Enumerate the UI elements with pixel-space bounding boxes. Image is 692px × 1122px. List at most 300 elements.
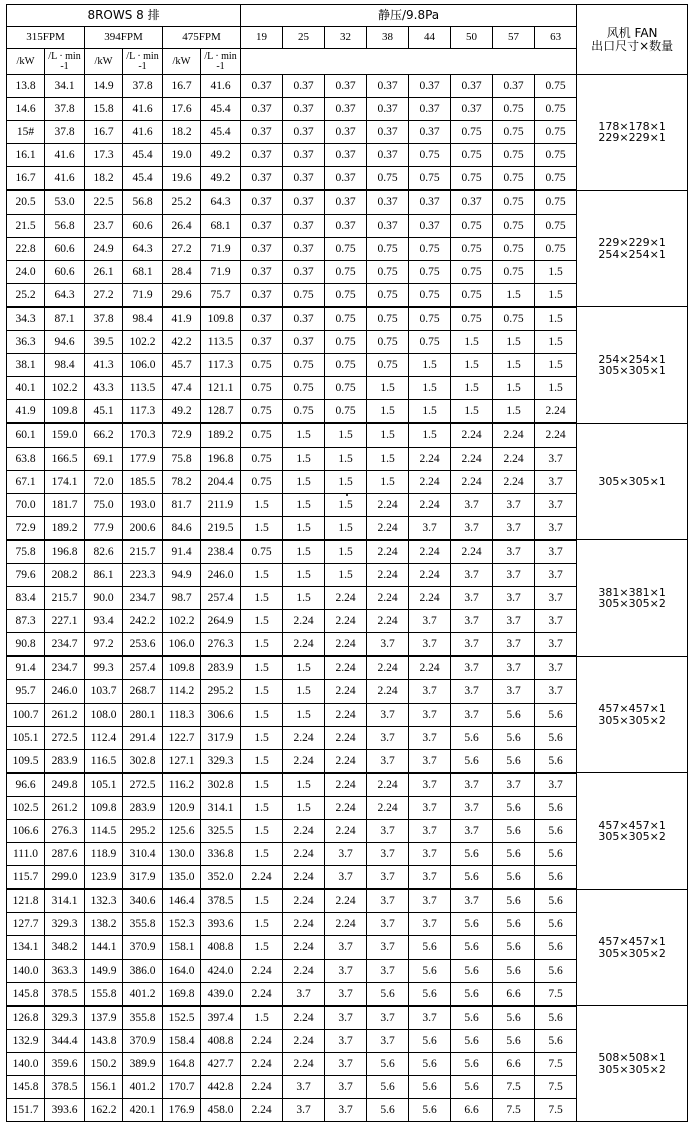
cell-pressure-50: 3.7: [451, 773, 493, 797]
cell-l2: 401.2: [123, 982, 163, 1006]
cell-pressure-50: 3.7: [451, 656, 493, 680]
cell-l3: 128.7: [201, 400, 241, 424]
cell-pressure-44: 1.5: [409, 400, 451, 424]
cell-kw3: 169.8: [163, 982, 201, 1006]
cell-l1: 181.7: [45, 493, 85, 516]
cell-pressure-63: 3.7: [535, 773, 577, 797]
cell-pressure-50: 0.75: [451, 144, 493, 167]
cell-pressure-25: 3.7: [283, 1076, 325, 1099]
cell-l2: 253.6: [123, 633, 163, 657]
cell-pressure-19: 1.5: [241, 936, 283, 959]
cell-pressure-50: 1.5: [451, 354, 493, 377]
cell-pressure-19: 0.37: [241, 237, 283, 260]
cell-pressure-63: 5.6: [535, 796, 577, 819]
cell-pressure-50: 3.7: [451, 796, 493, 819]
cell-kw2: 138.2: [85, 913, 123, 936]
cell-l3: 109.8: [201, 307, 241, 331]
cell-pressure-50: 5.6: [451, 866, 493, 890]
cell-kw3: 28.4: [163, 260, 201, 283]
cell-kw3: 106.0: [163, 633, 201, 657]
cell-l1: 283.9: [45, 749, 85, 773]
cell-l3: 246.0: [201, 563, 241, 586]
cell-pressure-50: 3.7: [451, 516, 493, 540]
cell-kw3: 45.7: [163, 354, 201, 377]
cell-pressure-32: 0.37: [325, 214, 367, 237]
cell-pressure-32: 0.75: [325, 307, 367, 331]
cell-pressure-63: 3.7: [535, 563, 577, 586]
cell-pressure-44: 3.7: [409, 633, 451, 657]
cell-fan-size: [577, 773, 688, 889]
cell-pressure-32: 0.37: [325, 144, 367, 167]
cell-pressure-57: 3.7: [493, 587, 535, 610]
cell-pressure-57: 0.75: [493, 98, 535, 121]
cell-pressure-19: 0.37: [241, 98, 283, 121]
cell-kw3: 125.6: [163, 820, 201, 843]
cell-pressure-25: 2.24: [283, 1029, 325, 1052]
cell-pressure-25: 2.24: [283, 610, 325, 633]
cell-pressure-57: 3.7: [493, 773, 535, 797]
cell-pressure-25: 0.75: [283, 377, 325, 400]
cell-pressure-57: 0.75: [493, 144, 535, 167]
cell-pressure-63: 0.75: [535, 167, 577, 191]
header-units-dot: [241, 49, 577, 75]
cell-kw2: 144.1: [85, 936, 123, 959]
cell-l3: 45.4: [201, 121, 241, 144]
cell-kw3: 84.6: [163, 516, 201, 540]
cell-kw3: 109.8: [163, 656, 201, 680]
cell-kw2: 66.2: [85, 423, 123, 447]
cell-pressure-32: 3.7: [325, 959, 367, 982]
cell-l3: 204.4: [201, 470, 241, 493]
cell-l1: 299.0: [45, 866, 85, 890]
cell-l1: 174.1: [45, 470, 85, 493]
cell-pressure-38: 5.6: [367, 1099, 409, 1122]
cell-kw2: 22.5: [85, 190, 123, 214]
cell-pressure-19: 1.5: [241, 493, 283, 516]
cell-l3: 41.6: [201, 75, 241, 98]
cell-pressure-63: 5.6: [535, 1029, 577, 1052]
cell-pressure-63: 7.5: [535, 1099, 577, 1122]
cell-l2: 56.8: [123, 190, 163, 214]
cell-kw3: 135.0: [163, 866, 201, 890]
cell-pressure-50: 0.75: [451, 307, 493, 331]
cell-pressure-32: 0.75: [325, 237, 367, 260]
cell-pressure-25: 0.37: [283, 98, 325, 121]
cell-l1: 60.6: [45, 260, 85, 283]
cell-kw2: 108.0: [85, 703, 123, 726]
cell-l1: 329.3: [45, 1006, 85, 1030]
cell-pressure-19: 1.5: [241, 1006, 283, 1030]
cell-pressure-44: 3.7: [409, 749, 451, 773]
cell-pressure-63: 3.7: [535, 680, 577, 703]
cell-l3: 393.6: [201, 913, 241, 936]
cell-pressure-44: 3.7: [409, 889, 451, 913]
cell-pressure-19: 2.24: [241, 982, 283, 1006]
cell-pressure-38: 0.37: [367, 121, 409, 144]
cell-pressure-32: 3.7: [325, 982, 367, 1006]
cell-pressure-25: 2.24: [283, 726, 325, 749]
cell-l1: 272.5: [45, 726, 85, 749]
cell-pressure-38: 1.5: [367, 400, 409, 424]
cell-pressure-44: 0.37: [409, 214, 451, 237]
cell-pressure-50: 5.6: [451, 913, 493, 936]
unit-lmin-sup-3: -1: [216, 60, 225, 72]
cell-kw2: 17.3: [85, 144, 123, 167]
cell-kw1: 87.3: [7, 610, 45, 633]
cell-pressure-32: 3.7: [325, 1029, 367, 1052]
cell-kw2: 15.8: [85, 98, 123, 121]
cell-pressure-32: 2.24: [325, 913, 367, 936]
cell-pressure-32: 3.7: [325, 1076, 367, 1099]
cell-l1: 215.7: [45, 587, 85, 610]
cell-l1: 261.2: [45, 796, 85, 819]
cell-kw2: 26.1: [85, 260, 123, 283]
cell-pressure-32: 2.24: [325, 656, 367, 680]
cell-pressure-32: 0.37: [325, 121, 367, 144]
cell-pressure-25: 0.75: [283, 354, 325, 377]
cell-l2: 340.6: [123, 889, 163, 913]
cell-pressure-25: 2.24: [283, 959, 325, 982]
cell-pressure-25: 2.24: [283, 913, 325, 936]
fan-size-line: 508×508×1: [598, 1051, 666, 1065]
cell-kw3: 19.0: [163, 144, 201, 167]
cell-pressure-25: 0.37: [283, 190, 325, 214]
cell-pressure-57: 3.7: [493, 656, 535, 680]
cell-pressure-38: 5.6: [367, 982, 409, 1006]
cell-pressure-38: 2.24: [367, 516, 409, 540]
header-fpm-475: 475FPM: [163, 27, 241, 49]
cell-pressure-38: 2.24: [367, 680, 409, 703]
cell-kw2: 45.1: [85, 400, 123, 424]
cell-l3: 424.0: [201, 959, 241, 982]
cell-pressure-50: 2.24: [451, 540, 493, 564]
cell-pressure-63: 1.5: [535, 283, 577, 307]
cell-pressure-32: 2.24: [325, 796, 367, 819]
table-row: [7, 423, 688, 447]
cell-l2: 283.9: [123, 796, 163, 819]
cell-l2: 302.8: [123, 749, 163, 773]
cell-pressure-38: 3.7: [367, 866, 409, 890]
cell-l2: 242.2: [123, 610, 163, 633]
cell-l2: 37.8: [123, 75, 163, 98]
cell-fan-size: [577, 656, 688, 772]
cell-pressure-19: 1.5: [241, 913, 283, 936]
cell-kw3: 29.6: [163, 283, 201, 307]
cell-pressure-38: 5.6: [367, 1052, 409, 1075]
cell-pressure-63: 5.6: [535, 936, 577, 959]
cell-l2: 291.4: [123, 726, 163, 749]
cell-kw3: 127.1: [163, 749, 201, 773]
cell-kw2: 24.9: [85, 237, 123, 260]
cell-l1: 348.2: [45, 936, 85, 959]
cell-kw3: 94.9: [163, 563, 201, 586]
cell-pressure-38: 1.5: [367, 377, 409, 400]
cell-pressure-38: 0.75: [367, 307, 409, 331]
cell-pressure-44: 1.5: [409, 423, 451, 447]
fan-size-line: 305×305×2: [598, 713, 666, 727]
cell-pressure-44: 3.7: [409, 796, 451, 819]
cell-l1: 34.1: [45, 75, 85, 98]
cell-kw3: 41.9: [163, 307, 201, 331]
cell-pressure-25: 0.37: [283, 144, 325, 167]
cell-pressure-38: 3.7: [367, 633, 409, 657]
cell-pressure-44: 3.7: [409, 1006, 451, 1030]
cell-kw3: 26.4: [163, 214, 201, 237]
cell-pressure-25: 2.24: [283, 1006, 325, 1030]
cell-pressure-32: 0.75: [325, 354, 367, 377]
cell-pressure-63: 3.7: [535, 610, 577, 633]
table-row: [7, 75, 688, 98]
unit-lmin-text-3: /L · min: [204, 50, 237, 62]
cell-kw2: 112.4: [85, 726, 123, 749]
header-unit-kw-2: /kW: [85, 49, 123, 75]
cell-l2: 41.6: [123, 121, 163, 144]
cell-pressure-44: 0.75: [409, 283, 451, 307]
cell-pressure-44: 0.75: [409, 260, 451, 283]
cell-pressure-44: 2.24: [409, 587, 451, 610]
cell-l3: 325.5: [201, 820, 241, 843]
cell-l3: 295.2: [201, 680, 241, 703]
cell-kw1: 72.9: [7, 516, 45, 540]
table-row: [7, 1006, 688, 1030]
fan-size-line: 254×254×1: [598, 352, 666, 366]
cell-pressure-63: 5.6: [535, 726, 577, 749]
cell-fan-size: [577, 889, 688, 1005]
cell-l2: 177.9: [123, 447, 163, 470]
cell-pressure-19: 0.75: [241, 423, 283, 447]
cell-l1: 329.3: [45, 913, 85, 936]
cell-l3: 283.9: [201, 656, 241, 680]
cell-kw2: 77.9: [85, 516, 123, 540]
table-row: [7, 889, 688, 913]
cell-pressure-63: 0.75: [535, 237, 577, 260]
cell-kw1: 145.8: [7, 982, 45, 1006]
cell-l2: 317.9: [123, 866, 163, 890]
cell-kw3: 25.2: [163, 190, 201, 214]
cell-kw2: 132.3: [85, 889, 123, 913]
header-unit-lmin-2: [123, 49, 163, 75]
cell-l2: 223.3: [123, 563, 163, 586]
cell-pressure-57: 0.75: [493, 260, 535, 283]
cell-pressure-63: 0.75: [535, 190, 577, 214]
header-fan-line1: 风机 FAN: [606, 25, 658, 40]
cell-kw3: 152.3: [163, 913, 201, 936]
cell-kw1: 15#: [7, 121, 45, 144]
cell-kw2: 155.8: [85, 982, 123, 1006]
cell-pressure-57: 5.6: [493, 796, 535, 819]
cell-l2: 420.1: [123, 1099, 163, 1122]
cell-l2: 310.4: [123, 843, 163, 866]
cell-l1: 53.0: [45, 190, 85, 214]
header-rows-label: 8ROWS 8 排: [7, 5, 241, 27]
cell-kw3: 176.9: [163, 1099, 201, 1122]
cell-pressure-32: 0.37: [325, 190, 367, 214]
cell-l3: 439.0: [201, 982, 241, 1006]
cell-kw2: 118.9: [85, 843, 123, 866]
cell-pressure-38: 3.7: [367, 936, 409, 959]
cell-l1: 227.1: [45, 610, 85, 633]
cell-kw1: 24.0: [7, 260, 45, 283]
fan-size-line: 305×305×2: [598, 1062, 666, 1076]
cell-pressure-50: 3.7: [451, 820, 493, 843]
cell-l1: 37.8: [45, 98, 85, 121]
cell-pressure-57: 0.75: [493, 167, 535, 191]
cell-l1: 287.6: [45, 843, 85, 866]
cell-pressure-32: 2.24: [325, 773, 367, 797]
fan-size-line: 305×305×1: [598, 474, 666, 488]
cell-pressure-38: 0.75: [367, 354, 409, 377]
cell-pressure-25: 0.37: [283, 75, 325, 98]
cell-fan-size: [577, 423, 688, 539]
header-fpm-315: 315FPM: [7, 27, 85, 49]
cell-pressure-63: 3.7: [535, 447, 577, 470]
cell-kw1: 126.8: [7, 1006, 45, 1030]
cell-l1: 393.6: [45, 1099, 85, 1122]
cell-kw2: 105.1: [85, 773, 123, 797]
cell-pressure-57: 5.6: [493, 1006, 535, 1030]
cell-pressure-44: 5.6: [409, 936, 451, 959]
cell-pressure-25: 1.5: [283, 587, 325, 610]
cell-pressure-25: 1.5: [283, 773, 325, 797]
cell-l3: 49.2: [201, 167, 241, 191]
cell-l2: 71.9: [123, 283, 163, 307]
cell-l1: 56.8: [45, 214, 85, 237]
header-fpm-394: 394FPM: [85, 27, 163, 49]
cell-pressure-57: 1.5: [493, 283, 535, 307]
cell-pressure-44: 3.7: [409, 516, 451, 540]
cell-pressure-38: 1.5: [367, 423, 409, 447]
cell-kw2: 150.2: [85, 1052, 123, 1075]
cell-pressure-19: 1.5: [241, 703, 283, 726]
cell-pressure-50: 6.6: [451, 1099, 493, 1122]
cell-pressure-19: 1.5: [241, 796, 283, 819]
cell-pressure-25: 1.5: [283, 656, 325, 680]
cell-pressure-19: 0.75: [241, 447, 283, 470]
cell-kw2: 39.5: [85, 331, 123, 354]
header-pressure-63: 63: [535, 27, 577, 49]
cell-kw3: 19.6: [163, 167, 201, 191]
cell-pressure-57: 5.6: [493, 959, 535, 982]
cell-kw2: 103.7: [85, 680, 123, 703]
cell-pressure-25: 1.5: [283, 447, 325, 470]
cell-l1: 109.8: [45, 400, 85, 424]
cell-l1: 196.8: [45, 540, 85, 564]
fan-size-line: 305×305×2: [598, 597, 666, 611]
cell-pressure-50: 5.6: [451, 1052, 493, 1075]
cell-pressure-50: 3.7: [451, 610, 493, 633]
cell-pressure-32: 3.7: [325, 1006, 367, 1030]
cell-pressure-50: 0.75: [451, 167, 493, 191]
cell-pressure-25: 3.7: [283, 982, 325, 1006]
cell-pressure-57: 5.6: [493, 866, 535, 890]
cell-pressure-19: 1.5: [241, 563, 283, 586]
cell-l2: 200.6: [123, 516, 163, 540]
cell-l3: 117.3: [201, 354, 241, 377]
cell-pressure-44: 3.7: [409, 726, 451, 749]
cell-pressure-63: 1.5: [535, 307, 577, 331]
cell-pressure-63: 3.7: [535, 540, 577, 564]
cell-kw1: 96.6: [7, 773, 45, 797]
cell-l2: 45.4: [123, 167, 163, 191]
cell-kw3: 18.2: [163, 121, 201, 144]
cell-pressure-19: 1.5: [241, 516, 283, 540]
cell-l2: 106.0: [123, 354, 163, 377]
cell-l1: 87.1: [45, 307, 85, 331]
header-pressure-50: 50: [451, 27, 493, 49]
cell-pressure-44: 0.75: [409, 307, 451, 331]
cell-pressure-57: 3.7: [493, 540, 535, 564]
cell-fan-size: [577, 190, 688, 306]
cell-l1: 189.2: [45, 516, 85, 540]
cell-l3: 121.1: [201, 377, 241, 400]
cell-pressure-57: 6.6: [493, 982, 535, 1006]
cell-pressure-19: 0.37: [241, 307, 283, 331]
cell-pressure-25: 3.7: [283, 1099, 325, 1122]
cell-pressure-57: 2.24: [493, 423, 535, 447]
cell-pressure-38: 0.37: [367, 75, 409, 98]
cell-fan-size: [577, 540, 688, 656]
cell-kw1: 111.0: [7, 843, 45, 866]
cell-pressure-57: 0.75: [493, 237, 535, 260]
cell-pressure-44: 2.24: [409, 447, 451, 470]
cell-pressure-44: 3.7: [409, 680, 451, 703]
cell-l3: 317.9: [201, 726, 241, 749]
cell-pressure-44: 3.7: [409, 913, 451, 936]
cell-pressure-57: 2.24: [493, 470, 535, 493]
cell-kw2: 86.1: [85, 563, 123, 586]
cell-pressure-57: 0.75: [493, 190, 535, 214]
cell-kw1: 16.1: [7, 144, 45, 167]
header-unit-lmin-1: [45, 49, 85, 75]
cell-kw3: 118.3: [163, 703, 201, 726]
cell-kw2: 162.2: [85, 1099, 123, 1122]
cell-pressure-32: 0.75: [325, 400, 367, 424]
cell-kw1: 109.5: [7, 749, 45, 773]
cell-pressure-19: 1.5: [241, 889, 283, 913]
cell-pressure-38: 0.75: [367, 167, 409, 191]
cell-l3: 306.6: [201, 703, 241, 726]
cell-pressure-44: 0.37: [409, 98, 451, 121]
cell-l1: 98.4: [45, 354, 85, 377]
cell-l1: 314.1: [45, 889, 85, 913]
cell-kw1: 41.9: [7, 400, 45, 424]
cell-kw2: 16.7: [85, 121, 123, 144]
header-pressure-32: 32: [325, 27, 367, 49]
cell-pressure-57: 1.5: [493, 331, 535, 354]
cell-pressure-57: 5.6: [493, 820, 535, 843]
cell-pressure-50: 3.7: [451, 587, 493, 610]
cell-kw3: 164.0: [163, 959, 201, 982]
table-row: [7, 190, 688, 214]
cell-l3: 49.2: [201, 144, 241, 167]
cell-l3: 397.4: [201, 1006, 241, 1030]
cell-pressure-63: 7.5: [535, 1052, 577, 1075]
cell-kw3: 130.0: [163, 843, 201, 866]
table-row: [7, 773, 688, 797]
cell-l1: 249.8: [45, 773, 85, 797]
cell-pressure-32: 2.24: [325, 587, 367, 610]
cell-pressure-44: 5.6: [409, 1052, 451, 1075]
cell-kw2: 143.8: [85, 1029, 123, 1052]
cell-l2: 389.9: [123, 1052, 163, 1075]
cell-pressure-57: 0.75: [493, 121, 535, 144]
cell-l1: 378.5: [45, 1076, 85, 1099]
cell-pressure-63: 1.5: [535, 377, 577, 400]
cell-pressure-32: 1.5: [325, 423, 367, 447]
header-static-pressure: 静压/9.8Pa: [241, 5, 577, 27]
cell-pressure-32: 3.7: [325, 866, 367, 890]
cell-pressure-38: 5.6: [367, 1076, 409, 1099]
